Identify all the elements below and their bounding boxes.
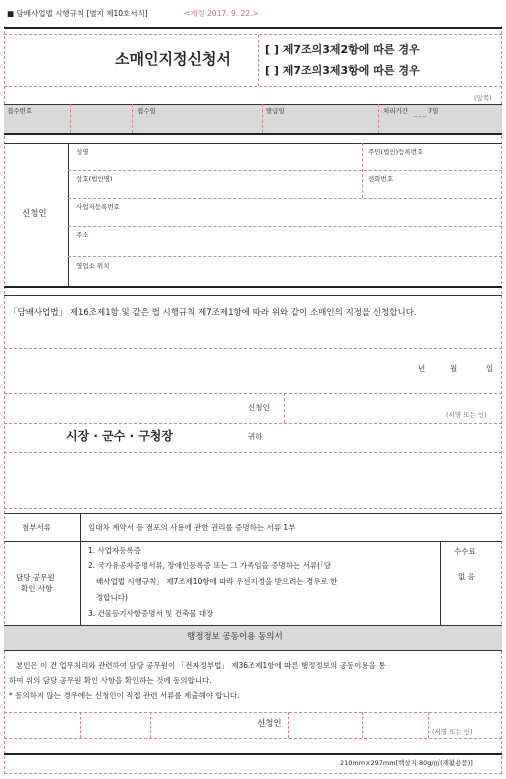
check-item-2-line2: 배사업법 시행규칙」 제7조제10항에 따라 우선지정을 받으려는 경우로 한	[96, 577, 338, 586]
check-item-2-line1: 2. 국가유공자증명서류, 장애인등록증 또는 그 가족임을 증명하는 서류(「담	[88, 561, 332, 570]
consent-line-1: 본인은 이 건 업무처리와 관련하여 담당 공무원이 「전자정부법」 제36조제1항에 따른 행정정보의 공동이용을 통	[16, 661, 386, 670]
sign-note: (서명 또는 인)	[446, 411, 487, 419]
attachments-label: 첨부서류	[22, 523, 51, 532]
attachments-content: 임대차 계약서 등 점포의 사용에 관한 권리를 증명하는 서류 1부	[88, 523, 296, 532]
revision-date: <개정 2017. 9. 22.>	[184, 9, 259, 18]
applicant-section-label: 신청인	[22, 209, 47, 219]
paper-spec-footer: 210mm×297mm[백상지 80g/㎡(재활용품)]	[340, 759, 473, 767]
check-item-1: 1. 사업자등록증	[88, 546, 142, 555]
officer-check-label-1: 담당 공무원	[16, 573, 55, 582]
fee-label: 수수료	[454, 547, 476, 556]
store-location-label: 영업소 위치	[76, 262, 110, 270]
addressee-suffix: 귀하	[248, 432, 263, 441]
receipt-date-label: 접수일	[137, 107, 156, 115]
receipt-number-label: 접수번호	[7, 107, 33, 115]
option-checkbox-2[interactable]: [ ] 제7조의3제3항에 따른 경우	[265, 64, 420, 77]
address-label: 주소	[76, 231, 89, 239]
form-title: 소매인지정신청서	[115, 50, 231, 68]
option-checkbox-1[interactable]: [ ] 제7조의3제2항에 따른 경우	[265, 43, 420, 56]
phone-label: 전화번호	[368, 175, 394, 183]
check-item-3: 3. 건물등기사항증명서 및 건축물 대장	[88, 609, 214, 618]
check-item-2-line3: 정합니다)	[96, 593, 128, 602]
consent-title: 행정정보 공동이용 동의서	[187, 632, 283, 642]
consent-sign-label: 신청인	[257, 719, 282, 729]
consent-line-2: 하여 위의 담당 공무원 확인 사항을 확인하는 것에 동의합니다.	[9, 676, 212, 685]
fee-value: 없 음	[458, 572, 475, 581]
addressee: 시장 · 군수 · 구청장	[66, 429, 173, 443]
officer-check-label-2: 확인 사항	[21, 584, 53, 593]
date-month: 월	[450, 364, 458, 373]
registration-number-label: 주민(법인)등록번호	[368, 148, 424, 156]
form-reference: ■ 담배사업법 시행규칙 [별지 제10호서식]	[7, 9, 148, 18]
issue-date-label: 발급일	[266, 107, 285, 115]
business-number-label: 사업자등록번호	[76, 203, 120, 211]
processing-period-value: 7일	[428, 107, 439, 115]
name-field-label: 성명	[76, 148, 89, 156]
date-year: 년	[418, 364, 426, 373]
date-day: 일	[486, 364, 494, 373]
front-page-note: (앞쪽)	[474, 94, 492, 102]
consent-line-3: * 동의하지 않는 경우에는 신청인이 직접 관련 서류를 제출해야 합니다.	[9, 691, 240, 700]
processing-period-label: 처리기간	[383, 107, 409, 115]
applicant-sign-label: 신청인	[248, 403, 270, 412]
consent-sign-note: (서명 또는 인)	[432, 728, 473, 736]
declaration-text: 「담배사업법」 제16조제1항 및 같은 법 시행규칙 제7조제1항에 따라 위와 같이 소매인의 지정을 신청합니다.	[9, 308, 417, 318]
company-name-label: 상호(법인명)	[76, 175, 113, 183]
